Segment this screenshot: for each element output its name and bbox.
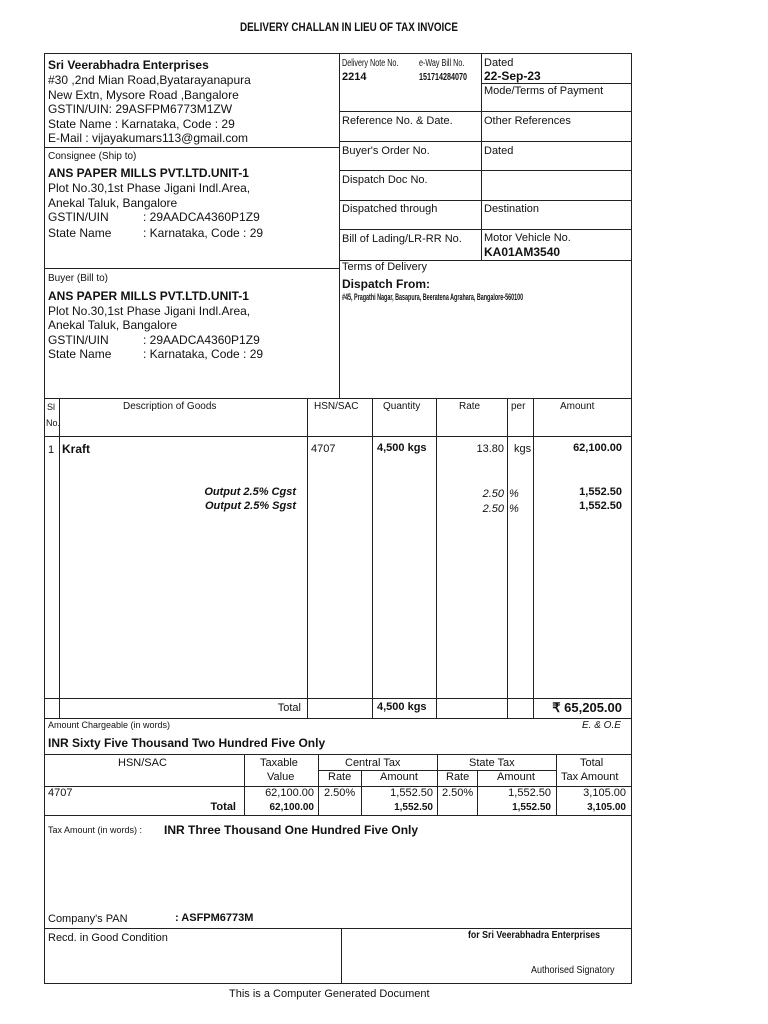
- computer-generated-note: This is a Computer Generated Document: [229, 988, 430, 1000]
- motor-vehicle-value: KA01AM3540: [484, 245, 561, 259]
- item-per: kgs: [514, 443, 532, 455]
- tax-col-state-amount: Amount: [497, 771, 535, 783]
- dispatch-doc-label: Dispatch Doc No.: [342, 174, 428, 186]
- total-quantity: 4,500 kgs: [377, 701, 427, 713]
- col-amount: Amount: [560, 401, 595, 412]
- dispatch-from-label: Dispatch From:: [342, 277, 431, 291]
- buyer-address-line-1: Plot No.30,1st Phase Jigani Indl.Area,: [48, 304, 251, 318]
- mode-terms-payment-label: Mode/Terms of Payment: [484, 85, 604, 97]
- tax-col-value: Value: [267, 771, 295, 783]
- tax-col-state: State Tax: [469, 757, 515, 769]
- tax-total-taxable: 62,100.00: [269, 802, 314, 813]
- item-sl: 1: [48, 444, 55, 456]
- item-rate: 13.80: [476, 443, 504, 455]
- item-hsn: 4707: [311, 443, 336, 455]
- tax-col-central-rate: Rate: [328, 771, 352, 783]
- consignee-state-value: : Karnataka, Code : 29: [143, 226, 264, 240]
- motor-vehicle-label: Motor Vehicle No.: [484, 232, 571, 244]
- cgst-per: %: [509, 488, 519, 500]
- consignee-gstin-label: GSTIN/UIN: [48, 210, 109, 224]
- sgst-amount: 1,552.50: [579, 500, 622, 512]
- tax-words-value: INR Three Thousand One Hundred Five Only: [164, 823, 419, 837]
- dispatched-through-label: Dispatched through: [342, 203, 438, 215]
- order-dated-label: Dated: [484, 145, 514, 157]
- consignee-state-label: State Name: [48, 226, 112, 240]
- tax-row-total: 3,105.00: [583, 787, 626, 799]
- supplier-address-line-2: New Extn, Mysore Road ,Bangalore: [48, 88, 239, 102]
- buyer-name: ANS PAPER MILLS PVT.LTD.UNIT-1: [48, 289, 249, 303]
- document-title: DELIVERY CHALLAN IN LIEU OF TAX INVOICE: [240, 20, 458, 34]
- item-description: Kraft: [62, 442, 91, 456]
- buyers-order-label: Buyer's Order No.: [342, 145, 430, 157]
- buyer-heading: Buyer (Bill to): [48, 273, 109, 284]
- pan-label: Company's PAN: [48, 913, 128, 925]
- tax-row-hsn: 4707: [48, 787, 73, 799]
- eway-bill-label: e-Way Bill No.: [419, 58, 465, 69]
- item-amount: 62,100.00: [573, 442, 622, 454]
- tax-row-taxable: 62,100.00: [265, 787, 314, 799]
- tax-col-total-amount: Tax Amount: [561, 771, 619, 783]
- col-hsn: HSN/SAC: [314, 401, 359, 412]
- supplier-gstin: GSTIN/UIN: 29ASFPM6773M1ZW: [48, 102, 233, 116]
- authorised-signatory: Authorised Signatory: [531, 965, 615, 976]
- other-references-label: Other References: [484, 115, 571, 127]
- tax-total-central-amount: 1,552.50: [394, 802, 433, 813]
- col-sl-no: No.: [46, 418, 61, 428]
- consignee-heading: Consignee (Ship to): [48, 151, 137, 162]
- dated-label: Dated: [484, 57, 514, 69]
- destination-label: Destination: [484, 203, 540, 215]
- pan-value: : ASFPM6773M: [175, 912, 254, 924]
- cgst-rate: 2.50: [482, 488, 504, 500]
- consignee-name: ANS PAPER MILLS PVT.LTD.UNIT-1: [48, 166, 249, 180]
- tax-col-state-rate: Rate: [446, 771, 470, 783]
- supplier-state: State Name : Karnataka, Code : 29: [48, 117, 235, 131]
- dated-value: 22-Sep-23: [484, 69, 541, 83]
- consignee-address-line-2: Anekal Taluk, Bangalore: [48, 196, 178, 210]
- supplier-email: E-Mail : vijayakumars113@gmail.com: [48, 131, 249, 145]
- cgst-amount: 1,552.50: [579, 486, 622, 498]
- consignee-gstin-value: : 29AADCA4360P1Z9: [143, 210, 260, 224]
- tax-total-label: Total: [210, 801, 236, 813]
- consignee-address-line-1: Plot No.30,1st Phase Jigani Indl.Area,: [48, 181, 251, 195]
- tax-total-state-amount: 1,552.50: [512, 802, 551, 813]
- buyer-state-value: : Karnataka, Code : 29: [143, 347, 264, 361]
- buyer-gstin-label: GSTIN/UIN: [48, 333, 109, 347]
- dispatch-from-address: #45, Pragathi Nagar, Basapura, Beeratena Agrahara, Bangalore-560100: [342, 292, 524, 302]
- delivery-note-value: 2214: [342, 71, 367, 83]
- tax-row-central-amount: 1,552.50: [390, 787, 433, 799]
- delivery-note-label: Delivery Note No.: [342, 58, 399, 69]
- reference-label: Reference No. & Date.: [342, 115, 453, 127]
- total-amount: ₹ 65,205.00: [552, 700, 622, 715]
- sgst-label: Output 2.5% Sgst: [204, 500, 296, 512]
- received-good-condition: Recd. in Good Condition: [48, 932, 168, 944]
- tax-col-taxable: Taxable: [260, 757, 298, 769]
- tax-col-total: Total: [580, 757, 604, 769]
- amount-words-value: INR Sixty Five Thousand Two Hundred Five Only: [48, 736, 326, 750]
- sgst-rate: 2.50: [482, 503, 504, 515]
- tax-words-label: Tax Amount (in words) :: [48, 825, 143, 835]
- buyer-address-line-2: Anekal Taluk, Bangalore: [48, 318, 178, 332]
- amount-words-label: Amount Chargeable (in words): [48, 720, 171, 730]
- supplier-name: Sri Veerabhadra Enterprises: [48, 58, 209, 72]
- tax-col-central: Central Tax: [345, 757, 401, 769]
- buyer-state-label: State Name: [48, 347, 112, 361]
- buyer-gstin-value: : 29AADCA4360P1Z9: [143, 333, 260, 347]
- col-description: Description of Goods: [123, 401, 217, 412]
- col-quantity: Quantity: [383, 401, 421, 412]
- item-quantity: 4,500 kgs: [377, 442, 427, 454]
- sgst-per: %: [509, 503, 519, 515]
- eoe-text: E. & O.E: [582, 720, 621, 731]
- bill-of-lading-label: Bill of Lading/LR-RR No.: [342, 233, 462, 245]
- tax-row-state-amount: 1,552.50: [508, 787, 551, 799]
- col-rate: Rate: [459, 401, 481, 412]
- tax-row-state-rate: 2.50%: [442, 787, 474, 799]
- tax-col-central-amount: Amount: [380, 771, 418, 783]
- col-sl: Sl: [47, 402, 56, 412]
- total-label: Total: [277, 702, 301, 714]
- col-per: per: [511, 401, 526, 412]
- tax-row-central-rate: 2.50%: [324, 787, 356, 799]
- eway-bill-value: 151714284070: [419, 72, 468, 83]
- tax-col-hsn: HSN/SAC: [118, 757, 167, 769]
- for-company-label: for Sri Veerabhadra Enterprises: [468, 930, 601, 941]
- tax-total-total: 3,105.00: [587, 802, 626, 813]
- supplier-address-line-1: #30 ,2nd Mian Road,Byatarayanapura: [48, 73, 251, 87]
- terms-of-delivery-label: Terms of Delivery: [342, 261, 427, 273]
- cgst-label: Output 2.5% Cgst: [204, 486, 296, 498]
